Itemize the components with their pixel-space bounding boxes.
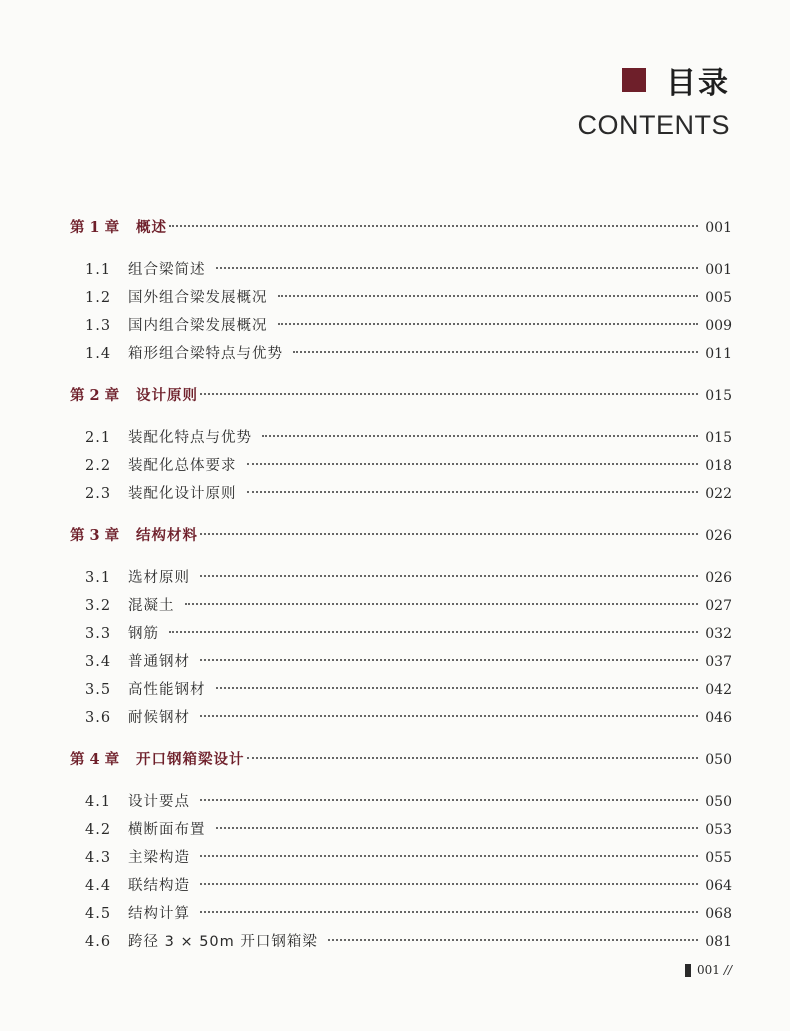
chapter-entry[interactable] — [70, 746, 732, 774]
section-page-number: 026 — [705, 570, 732, 586]
chapter-entry[interactable] — [70, 522, 732, 550]
section-title: 国内组合梁发展概况 — [128, 318, 268, 334]
dot-leader — [200, 393, 698, 395]
section-entry[interactable] — [70, 256, 732, 284]
dot-leader — [200, 659, 698, 661]
chapter-number: 第 4 章 — [70, 751, 120, 768]
dot-leader — [200, 911, 698, 913]
chapter-title: 开口钢箱梁设计 — [136, 752, 245, 768]
chapter-title: 概述 — [136, 220, 167, 236]
chapter-page-number: 050 — [705, 752, 732, 768]
footer-slashes: // — [723, 963, 732, 977]
section-number: 1.4 — [85, 346, 112, 362]
section-number: 2.2 — [85, 458, 112, 474]
chapter-gap — [70, 368, 732, 382]
section-title: 联结构造 — [128, 878, 190, 894]
dot-leader — [247, 757, 699, 759]
chapter-gap — [70, 732, 732, 746]
dot-leader — [262, 435, 698, 437]
section-number: 3.2 — [85, 598, 112, 614]
section-title: 选材原则 — [128, 570, 190, 586]
section-number: 3.5 — [85, 682, 112, 698]
chapter-gap — [70, 242, 732, 256]
chapter-number: 第 3 章 — [70, 527, 120, 544]
section-title: 耐候钢材 — [128, 710, 190, 726]
section-title: 混凝土 — [128, 598, 175, 614]
section-title: 钢筋 — [128, 626, 159, 642]
section-number: 4.2 — [85, 822, 112, 838]
section-page-number: 037 — [705, 654, 732, 670]
section-title: 组合梁简述 — [128, 262, 206, 278]
dot-leader — [216, 827, 699, 829]
section-title: 主梁构造 — [128, 850, 190, 866]
section-title: 结构计算 — [128, 906, 190, 922]
dot-leader — [200, 715, 698, 717]
chapter-page-number: 001 — [705, 220, 732, 236]
section-number: 4.1 — [85, 794, 112, 810]
section-entry[interactable] — [70, 480, 732, 508]
chapter-title: 设计原则 — [136, 388, 198, 404]
chapter-number: 第 2 章 — [70, 387, 120, 404]
section-number: 3.4 — [85, 654, 112, 670]
section-entry[interactable] — [70, 788, 732, 816]
section-entry[interactable] — [70, 564, 732, 592]
dot-leader — [247, 463, 699, 465]
dot-leader — [200, 533, 698, 535]
section-page-number: 018 — [705, 458, 732, 474]
chapter-gap — [70, 774, 732, 788]
table-of-contents — [70, 214, 732, 956]
section-number: 2.1 — [85, 430, 112, 446]
section-number: 3.6 — [85, 710, 112, 726]
section-page-number: 053 — [705, 822, 732, 838]
section-entry[interactable] — [70, 452, 732, 480]
title-row — [578, 58, 731, 102]
section-page-number: 001 — [705, 262, 732, 278]
section-number: 1.3 — [85, 318, 112, 334]
section-page-number: 055 — [705, 850, 732, 866]
section-title: 装配化总体要求 — [128, 458, 237, 474]
section-entry[interactable] — [70, 900, 732, 928]
section-entry[interactable] — [70, 704, 732, 732]
section-number: 1.2 — [85, 290, 112, 306]
section-title: 高性能钢材 — [128, 682, 206, 698]
section-page-number: 015 — [705, 430, 732, 446]
chapter-title: 结构材料 — [136, 528, 198, 544]
dot-leader — [200, 799, 698, 801]
dot-leader — [200, 883, 698, 885]
section-number: 4.4 — [85, 878, 112, 894]
chapter-page-number: 026 — [705, 528, 732, 544]
section-entry[interactable] — [70, 648, 732, 676]
section-entry[interactable] — [70, 284, 732, 312]
dot-leader — [293, 351, 698, 353]
section-entry[interactable] — [70, 312, 732, 340]
section-number: 3.3 — [85, 626, 112, 642]
section-page-number: 042 — [705, 682, 732, 698]
page-footer — [685, 963, 732, 977]
section-entry[interactable] — [70, 872, 732, 900]
square-icon — [622, 68, 646, 92]
section-title: 跨径 3 × 50m 开口钢箱梁 — [128, 934, 318, 950]
chapter-gap — [70, 410, 732, 424]
section-page-number: 022 — [705, 486, 732, 502]
chapter-gap — [70, 508, 732, 522]
dot-leader — [278, 295, 699, 297]
section-title: 箱形组合梁特点与优势 — [128, 346, 283, 362]
section-entry[interactable] — [70, 340, 732, 368]
section-title: 普通钢材 — [128, 654, 190, 670]
section-page-number: 032 — [705, 626, 732, 642]
section-number: 4.6 — [85, 934, 112, 950]
contents-header — [578, 58, 731, 141]
footer-bar-icon — [685, 964, 691, 977]
section-page-number: 068 — [705, 906, 732, 922]
chapter-page-number: 015 — [705, 388, 732, 404]
section-page-number: 009 — [705, 318, 732, 334]
section-entry[interactable] — [70, 844, 732, 872]
dot-leader — [216, 267, 699, 269]
section-page-number: 046 — [705, 710, 732, 726]
section-number: 3.1 — [85, 570, 112, 586]
section-entry[interactable] — [70, 592, 732, 620]
section-title: 横断面布置 — [128, 822, 206, 838]
chapter-entry[interactable] — [70, 382, 732, 410]
dot-leader — [200, 855, 698, 857]
dot-leader — [200, 575, 698, 577]
section-number: 1.1 — [85, 262, 112, 278]
section-page-number: 027 — [705, 598, 732, 614]
section-title: 国外组合梁发展概况 — [128, 290, 268, 306]
dot-leader — [328, 939, 698, 941]
dot-leader — [247, 491, 699, 493]
footer-page-number: 001 — [697, 963, 720, 977]
chapter-entry[interactable] — [70, 214, 732, 242]
dot-leader — [169, 631, 698, 633]
page-title-english: CONTENTS — [577, 110, 730, 140]
dot-leader — [216, 687, 699, 689]
section-entry[interactable] — [70, 928, 732, 956]
section-number: 2.3 — [85, 486, 112, 502]
section-page-number: 081 — [705, 934, 732, 950]
section-number: 4.5 — [85, 906, 112, 922]
section-entry[interactable] — [70, 424, 732, 452]
section-page-number: 064 — [705, 878, 732, 894]
section-title: 装配化特点与优势 — [128, 430, 252, 446]
chapter-number: 第 1 章 — [70, 219, 120, 236]
section-entry[interactable] — [70, 620, 732, 648]
section-number: 4.3 — [85, 850, 112, 866]
chapter-gap — [70, 550, 732, 564]
section-title: 装配化设计原则 — [128, 486, 237, 502]
page-title: 目录 — [666, 66, 730, 101]
dot-leader — [185, 603, 699, 605]
section-page-number: 011 — [705, 346, 732, 362]
section-entry[interactable] — [70, 676, 732, 704]
dot-leader — [278, 323, 699, 325]
section-title: 设计要点 — [128, 794, 190, 810]
section-page-number: 005 — [705, 290, 732, 306]
section-entry[interactable] — [70, 816, 732, 844]
section-page-number: 050 — [705, 794, 732, 810]
dot-leader — [169, 225, 698, 227]
